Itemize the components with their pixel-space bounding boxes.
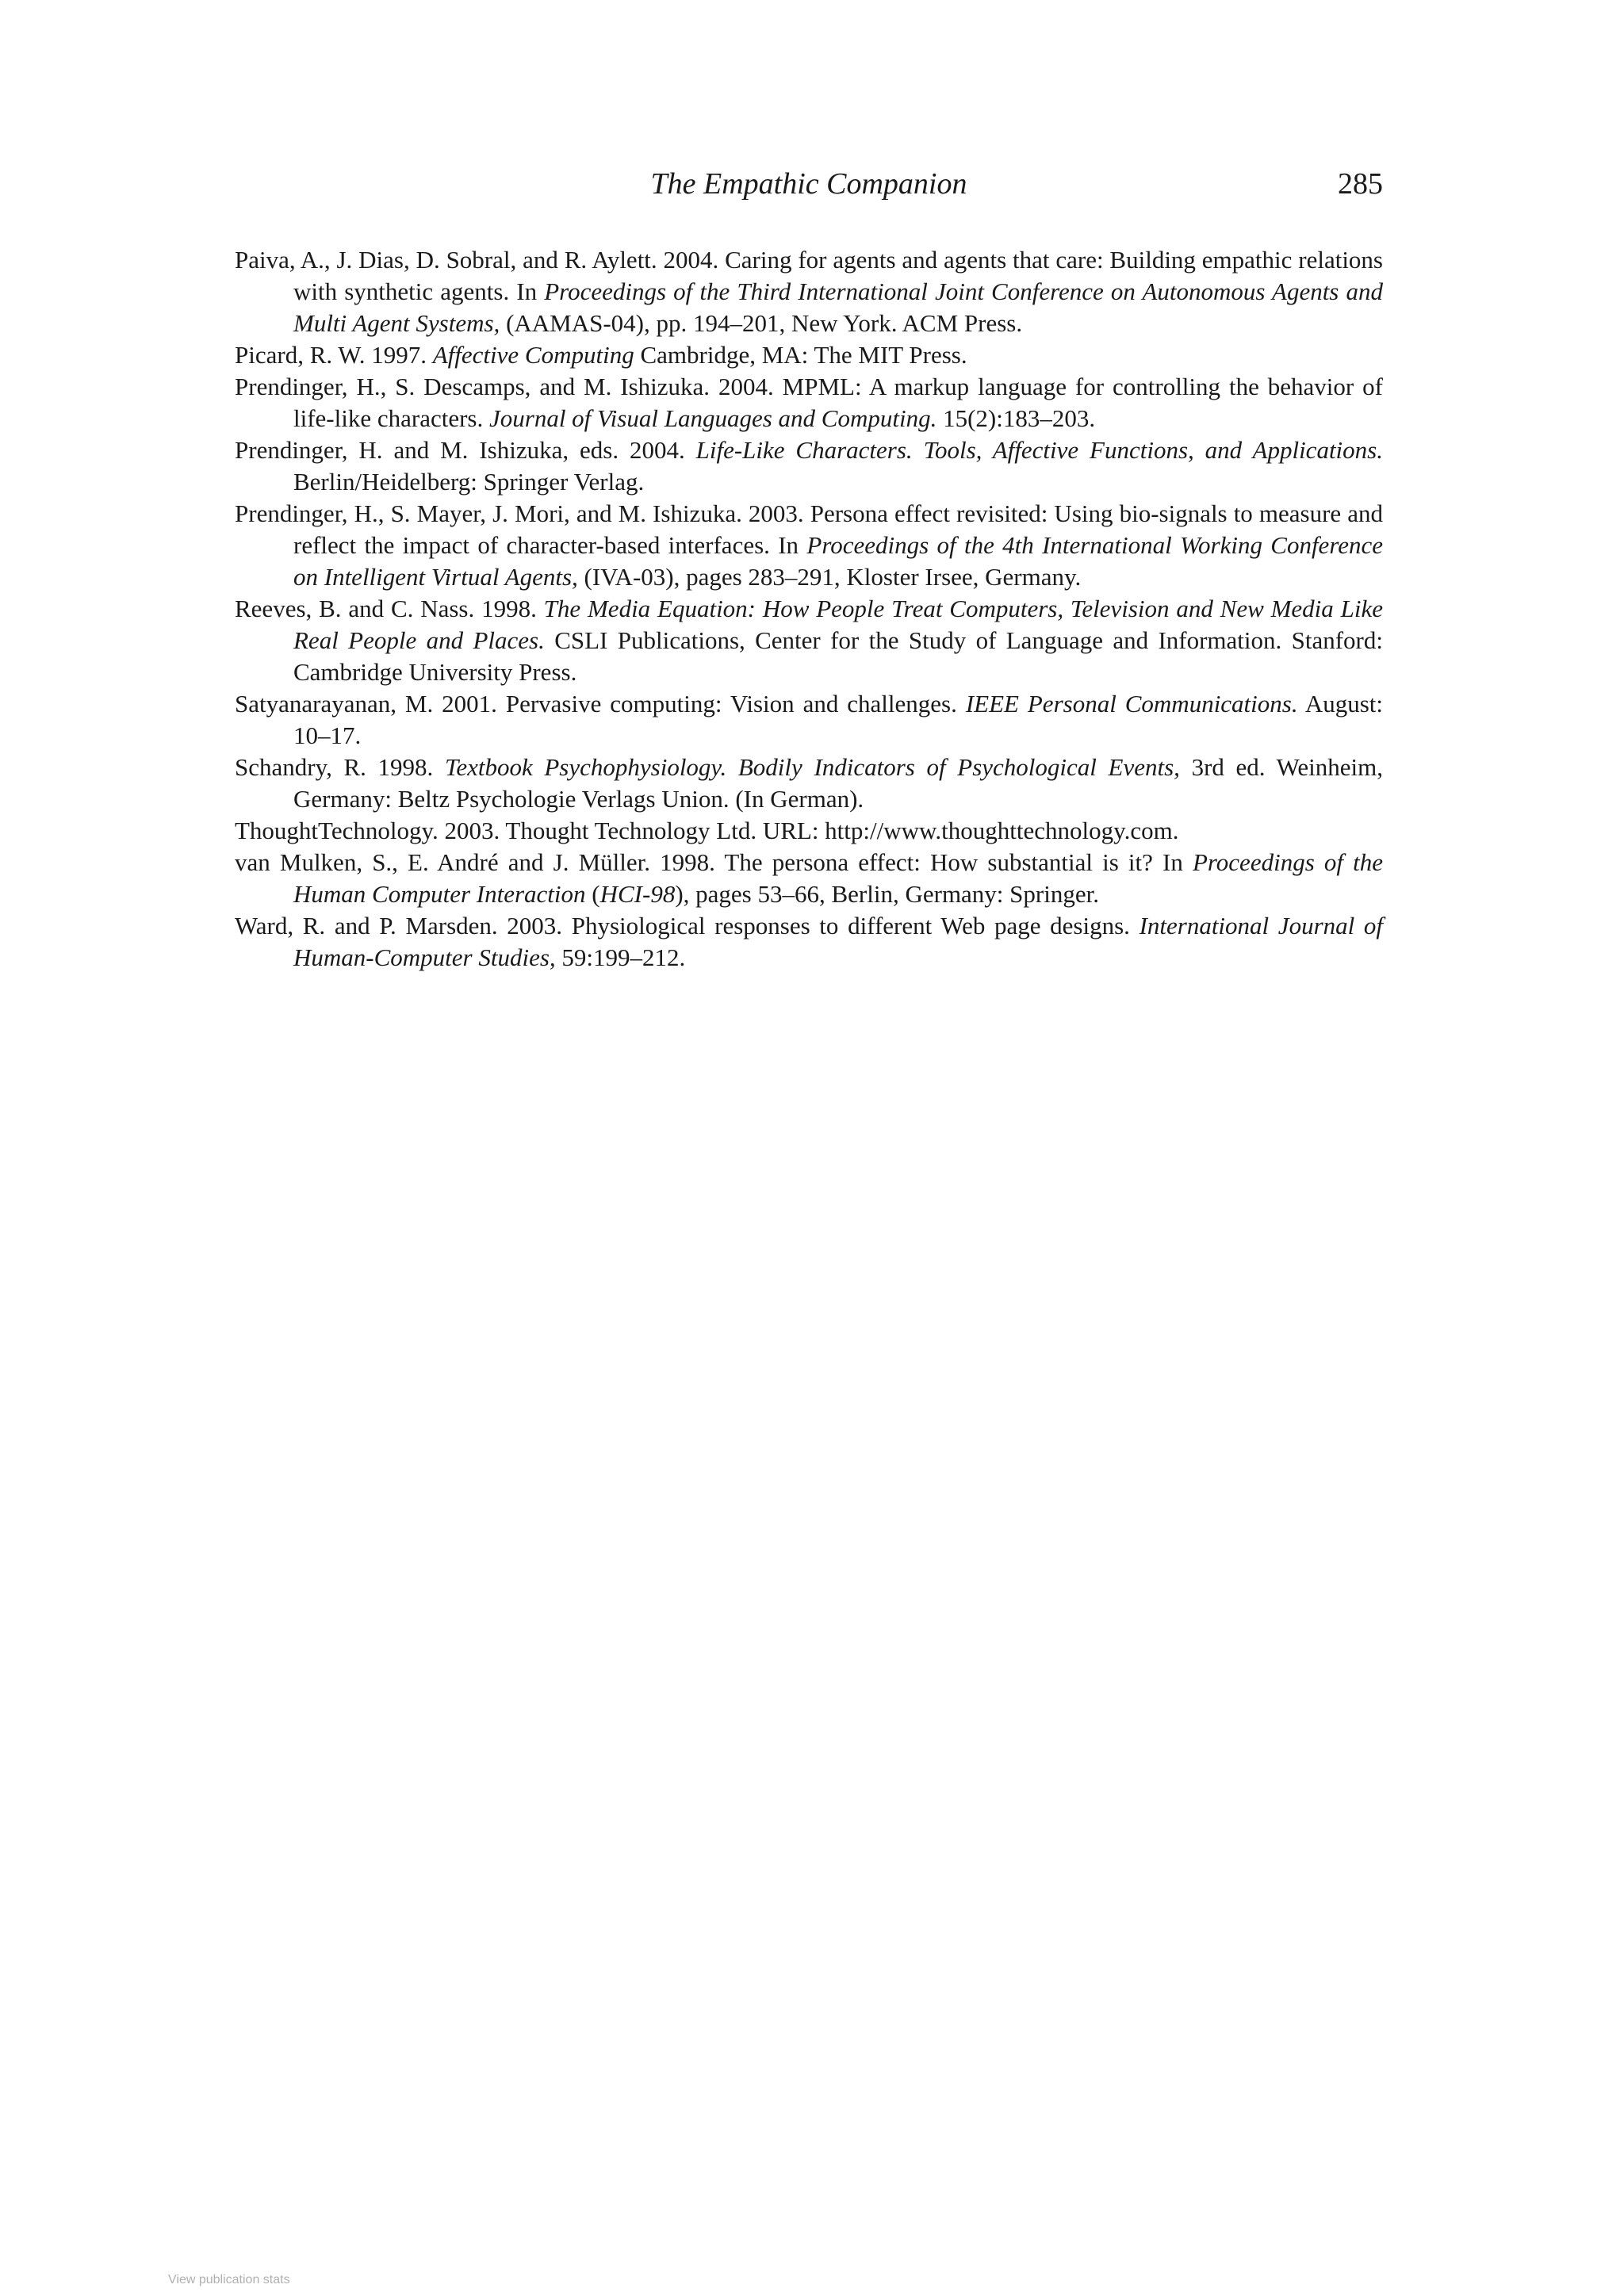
ref-text: Prendinger, H., S. Mayer, J. Mori, and M. Ishizuka. 2003. Persona effect revisited: Using bio-signals to measure and reflect the impact of character-based interfaces. In: [235, 499, 1383, 559]
reference-item: [235, 434, 1383, 498]
ref-text: Ward, R. and P. Marsden. 2003. Physiological responses to different Web page designs.: [235, 912, 1139, 939]
ref-text: Reeves, B. and C. Nass. 1998.: [235, 595, 544, 622]
ref-text: (: [585, 880, 600, 908]
ref-text: (AAMAS-04), pp. 194–201, New York. ACM Press.: [500, 309, 1023, 337]
ref-title: Proceedings of the Human Computer Interaction: [293, 848, 1383, 908]
view-publication-stats-link[interactable]: View publication stats: [168, 2273, 290, 2286]
ref-text: Schandry, R. 1998.: [235, 753, 445, 781]
ref-title: Textbook Psychophysiology. Bodily Indicators of Psychological Events,: [444, 753, 1180, 781]
reference-item: [235, 593, 1383, 688]
reference-item: [235, 847, 1383, 910]
ref-text: ), pages 53–66, Berlin, Germany: Springer.: [675, 880, 1099, 908]
ref-title: The Media Equation: How People Treat Computers, Television and New Media Like Real People and Places.: [293, 595, 1384, 654]
ref-text: 3rd ed. Weinheim, Germany: Beltz Psychologie Verlags Union. (In German).: [293, 753, 1384, 813]
ref-text: CSLI Publications, Center for the Study of Language and Information. Stanford: Cambridge University Press.: [293, 626, 1383, 686]
ref-text: Prendinger, H., S. Descamps, and M. Ishizuka. 2004. MPML: A markup language for controlling the behavior of life-like characters.: [235, 373, 1383, 432]
reference-item: [235, 244, 1383, 339]
ref-text: Prendinger, H. and M. Ishizuka, eds. 2004.: [235, 436, 696, 464]
reference-item: [235, 688, 1383, 752]
reference-item: [235, 498, 1383, 593]
ref-text: August: 10–17.: [293, 690, 1384, 749]
ref-title: IEEE Personal Communications.: [965, 690, 1298, 718]
ref-title: Journal of Visual Languages and Computing.: [489, 404, 937, 432]
ref-text: Picard, R. W. 1997.: [235, 341, 433, 369]
ref-title: Proceedings of the 4th International Working Conference on Intelligent Virtual Agents,: [293, 531, 1384, 591]
ref-text: 15(2):183–203.: [936, 404, 1096, 432]
reference-item: [235, 910, 1383, 974]
reference-list: [235, 244, 1383, 974]
ref-title: HCI-98: [599, 880, 676, 908]
ref-text: Berlin/Heidelberg: Springer Verlag.: [293, 468, 645, 496]
ref-text: 59:199–212.: [555, 943, 686, 971]
page-number: 285: [1338, 167, 1383, 201]
reference-item: [235, 752, 1383, 815]
running-title: The Empathic Companion: [650, 167, 967, 201]
ref-text: Paiva, A., J. Dias, D. Sobral, and R. Aylett. 2004. Caring for agents and agents that care: Building empathic relations with synthetic agents. In: [235, 246, 1383, 305]
ref-text: Cambridge, MA: The MIT Press.: [634, 341, 967, 369]
running-head: [235, 163, 1383, 205]
reference-item: [235, 371, 1383, 434]
reference-item: [235, 339, 1383, 371]
ref-title: Life-Like Characters. Tools, Affective Functions, and Applications.: [695, 436, 1383, 464]
ref-text: ThoughtTechnology. 2003. Thought Technology Ltd. URL: http://www.thoughttechnology.com.: [235, 817, 1179, 844]
ref-title: Proceedings of the Third International Joint Conference on Autonomous Agents and Multi Agent Systems,: [293, 277, 1383, 337]
ref-title: Affective Computing: [432, 341, 634, 369]
ref-text: (IVA-03), pages 283–291, Kloster Irsee, Germany.: [577, 563, 1082, 591]
ref-text: van Mulken, S., E. André and J. Müller. 1998. The persona effect: How substantial is it? In: [235, 848, 1193, 876]
ref-text: Satyanarayanan, M. 2001. Pervasive computing: Vision and challenges.: [235, 690, 966, 718]
reference-item: [235, 815, 1383, 847]
ref-title: International Journal of Human-Computer Studies,: [293, 912, 1384, 971]
